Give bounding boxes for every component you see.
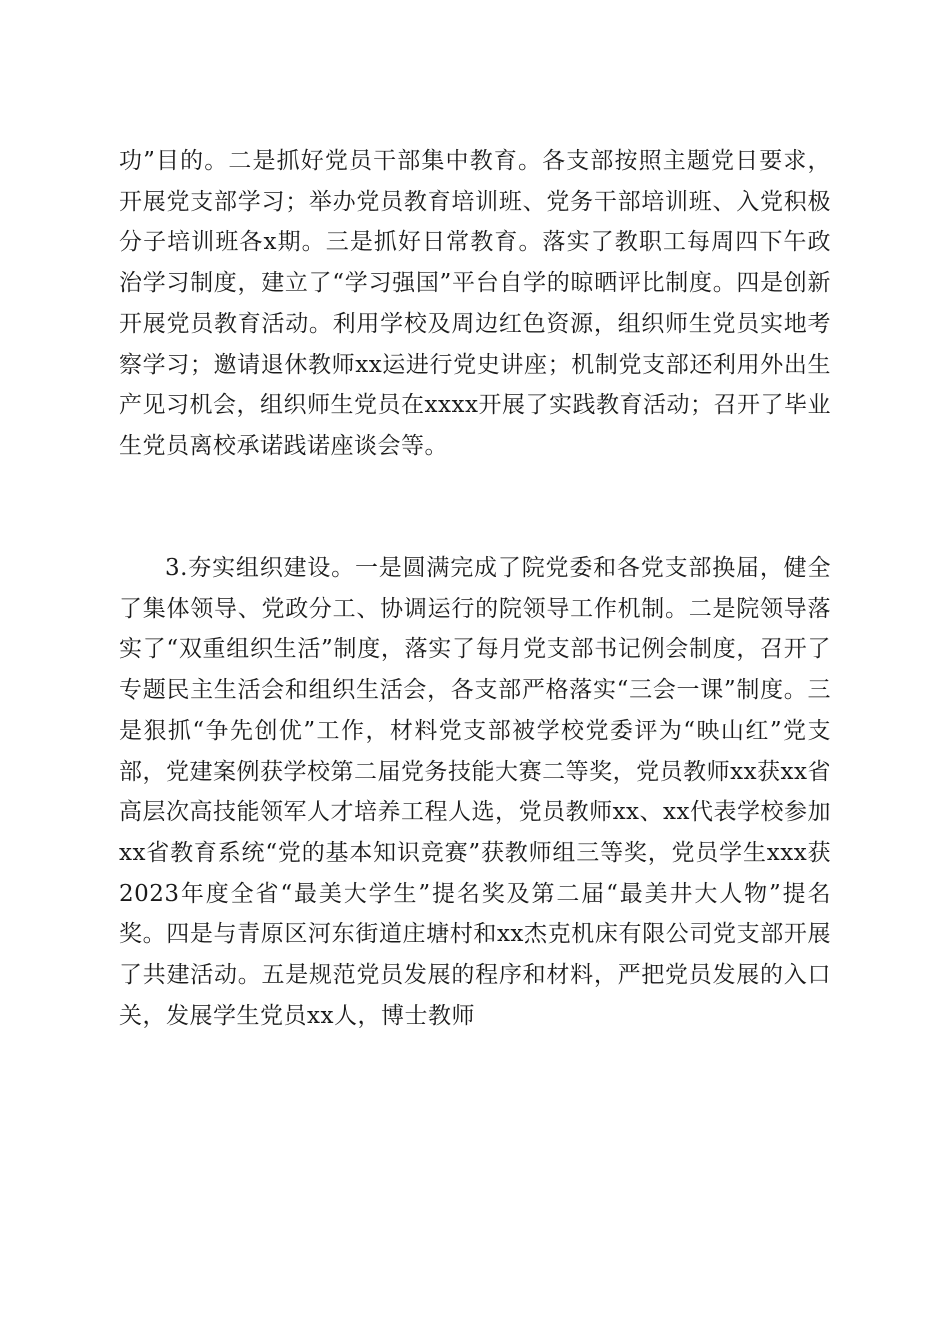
body-paragraph-education: 功”目的。二是抓好党员干部集中教育。各支部按照主题党日要求，开展党支部学习；举办党员教育培训班、党务干部培训班、入党积极分子培训班各x期。三是抓好日常教育。落实了教职工每周四下午政治学习制度，建立了“学习强国”平台自学的晾晒评比制度。四是创新开展党员教育活动。利用学校及周边红色资源，组织师生党员实地考察学习；邀请退休教师xx运进行党史讲座；机制党支部还利用外出生产见习机会，组织师生党员在xxxx开展了实践教育活动；召开了毕业生党员离校承诺践诺座谈会等。 [119, 148, 831, 459]
paragraph-container-2 [119, 548, 831, 1036]
body-paragraph-organization: 3.夯实组织建设。一是圆满完成了院党委和各党支部换届，健全了集体领导、党政分工、协调运行的院领导工作机制。二是院领导落实了“双重组织生活”制度，落实了每月党支部书记例会制度，召开了专题民主生活会和组织生活会，各支部严格落实“三会一课”制度。三是狠抓“争先创优”工作，材料党支部被学校党委评为“映山红”党支部，党建案例获学校第二届党务技能大赛二等奖，党员教师xx获xx省高层次高技能领军人才培养工程人选，党员教师xx、xx代表学校参加xx省教育系统“党的基本知识竞赛”获教师组三等奖，党员学生xxx获2023年度全省“最美大学生”提名奖及第二届“最美井大人物”提名奖。四是与青原区河东街道庄塘村和xx杰克机床有限公司党支部开展了共建活动。五是规范党员发展的程序和材料，严把党员发展的入口关，发展学生党员xx人，博士教师 [119, 555, 831, 1029]
paragraph-container-1 [119, 141, 831, 467]
